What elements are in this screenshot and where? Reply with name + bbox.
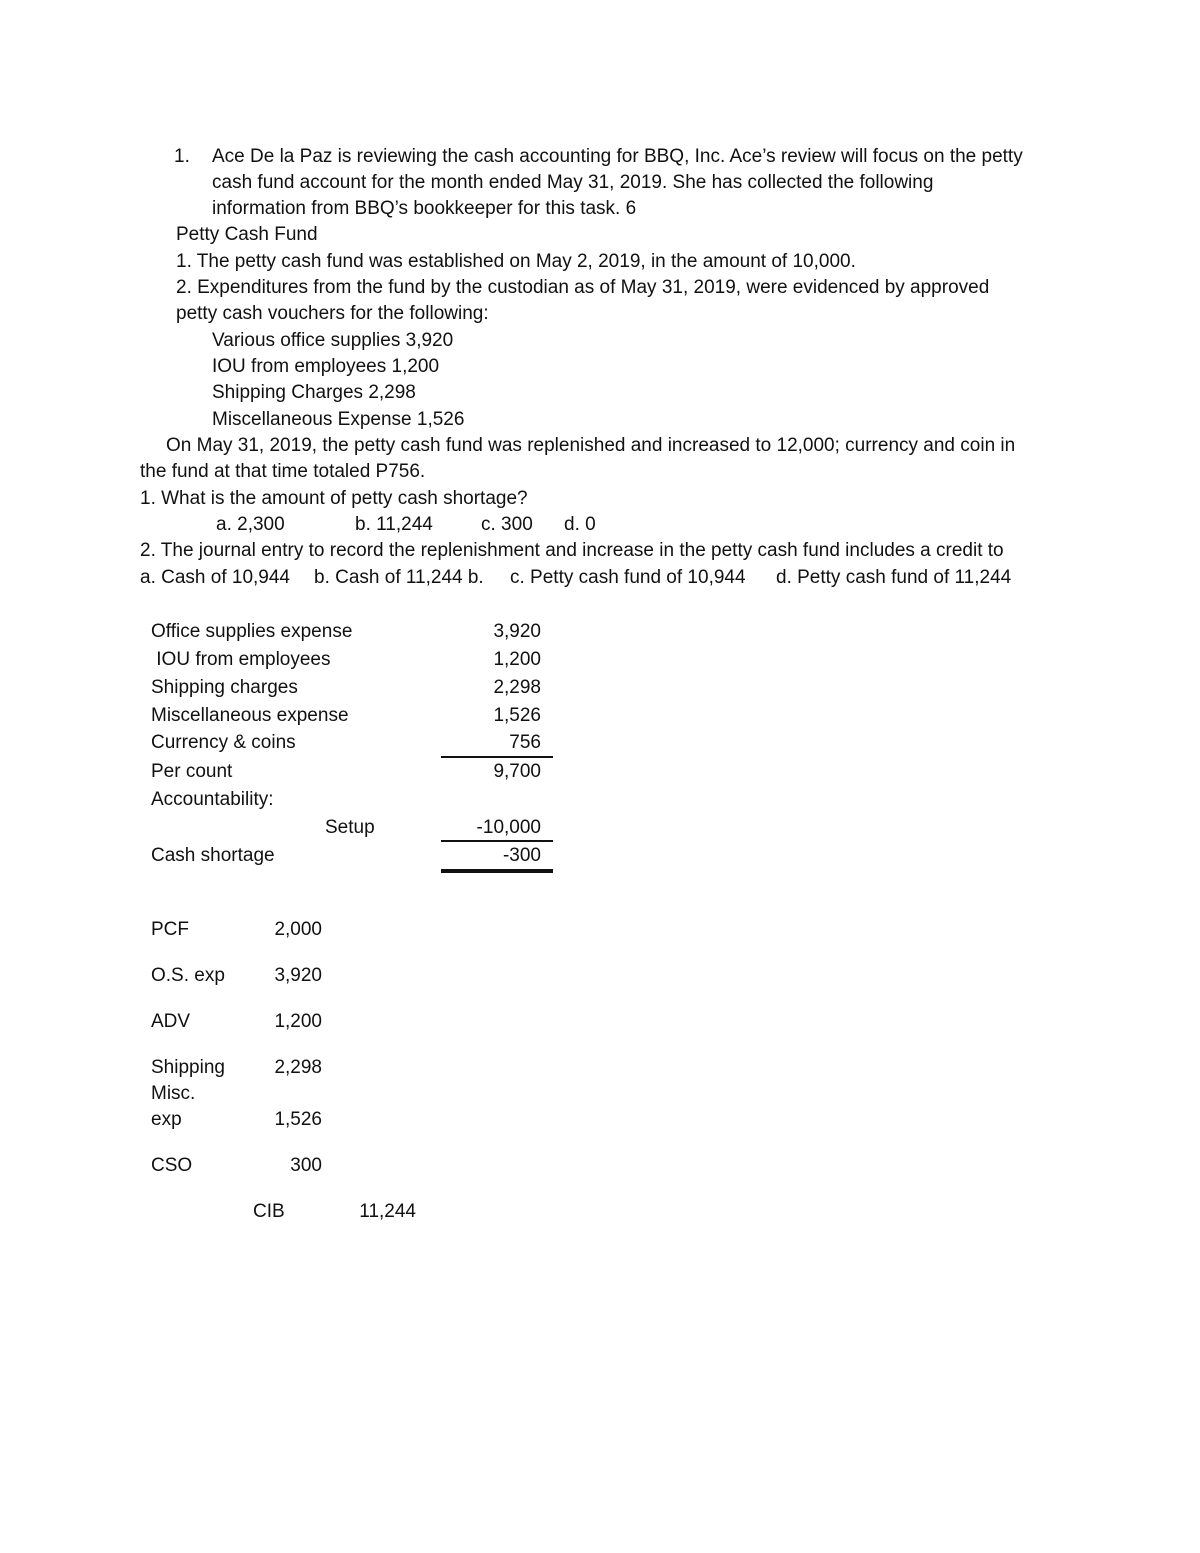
question-1: 1. What is the amount of petty cash shortage? bbox=[140, 488, 528, 509]
q1-choice-b: b. 11,244 bbox=[355, 514, 433, 535]
voucher-item: Various office supplies 3,920 bbox=[212, 330, 454, 351]
journal-debit-amount: 1,200 bbox=[274, 1011, 322, 1032]
q2-choice-d: d. Petty cash fund of 11,244 bbox=[776, 567, 1012, 588]
computation-label: Office supplies expense bbox=[151, 621, 353, 642]
computation-amount: 1,200 bbox=[493, 649, 541, 670]
replenish-line-1: On May 31, 2019, the petty cash fund was replenished and increased to 12,000; currency and coin in bbox=[166, 435, 1016, 456]
problem-number: 1. bbox=[174, 146, 190, 167]
computation-label: Cash shortage bbox=[151, 845, 275, 866]
intro-line-1: Ace De la Paz is reviewing the cash accounting for BBQ, Inc. Ace’s review will focus on the petty bbox=[212, 146, 1023, 167]
journal-debit-account: ADV bbox=[151, 1011, 191, 1032]
journal-debit-amount: 2,298 bbox=[274, 1057, 322, 1078]
q2-choice-a: a. Cash of 10,944 bbox=[140, 567, 290, 588]
computation-amount: 1,526 bbox=[493, 705, 541, 726]
subtotal-rule bbox=[441, 756, 553, 758]
computation-amount: 2,298 bbox=[493, 677, 541, 698]
computation-amount: -10,000 bbox=[476, 817, 541, 838]
q1-choice-c: c. 300 bbox=[481, 514, 533, 535]
computation-amount: 9,700 bbox=[493, 761, 541, 782]
total-double-rule bbox=[441, 869, 553, 873]
computation-amount: -300 bbox=[502, 845, 541, 866]
journal-debit-account: exp bbox=[151, 1109, 182, 1130]
fact-2-line-1: 2. Expenditures from the fund by the custodian as of May 31, 2019, were evidenced by approved bbox=[176, 277, 990, 298]
journal-debit-account: Misc. bbox=[151, 1083, 196, 1104]
journal-credit-amount: 11,244 bbox=[359, 1201, 416, 1222]
subtotal-rule bbox=[441, 840, 553, 842]
computation-label: Shipping charges bbox=[151, 677, 298, 698]
intro-line-2: cash fund account for the month ended May 31, 2019. She has collected the following bbox=[212, 172, 934, 193]
journal-debit-amount: 3,920 bbox=[274, 965, 322, 986]
computation-label: Miscellaneous expense bbox=[151, 705, 349, 726]
q2-choice-b: b. Cash of 11,244 b. bbox=[314, 567, 484, 588]
computation-label: Currency & coins bbox=[151, 732, 296, 753]
computation-amount: 756 bbox=[509, 732, 541, 753]
journal-debit-account: Shipping bbox=[151, 1057, 225, 1078]
replenish-line-2: the fund at that time totaled P756. bbox=[140, 461, 426, 482]
question-2: 2. The journal entry to record the replenishment and increase in the petty cash fund includes a credit to bbox=[140, 540, 1004, 561]
computation-amount: 3,920 bbox=[493, 621, 541, 642]
journal-debit-amount: 2,000 bbox=[274, 919, 322, 940]
voucher-item: Miscellaneous Expense 1,526 bbox=[212, 409, 465, 430]
q1-choice-a: a. 2,300 bbox=[216, 514, 285, 535]
journal-debit-account: PCF bbox=[151, 919, 189, 940]
intro-line-3: information from BBQ’s bookkeeper for this task. 6 bbox=[212, 198, 637, 219]
voucher-item: IOU from employees 1,200 bbox=[212, 356, 440, 377]
section-heading: Petty Cash Fund bbox=[176, 224, 318, 245]
computation-label: Setup bbox=[325, 817, 375, 838]
computation-label: Per count bbox=[151, 761, 233, 782]
computation-label: Accountability: bbox=[151, 789, 274, 810]
voucher-item: Shipping Charges 2,298 bbox=[212, 382, 416, 403]
q2-choice-c: c. Petty cash fund of 10,944 bbox=[510, 567, 746, 588]
journal-debit-account: CSO bbox=[151, 1155, 193, 1176]
journal-debit-amount: 1,526 bbox=[274, 1109, 322, 1130]
computation-label: IOU from employees bbox=[151, 649, 331, 670]
journal-debit-account: O.S. exp bbox=[151, 965, 225, 986]
journal-debit-amount: 300 bbox=[290, 1155, 322, 1176]
fact-1: 1. The petty cash fund was established on May 2, 2019, in the amount of 10,000. bbox=[176, 251, 856, 272]
fact-2-line-2: petty cash vouchers for the following: bbox=[176, 303, 489, 324]
q1-choice-d: d. 0 bbox=[564, 514, 596, 535]
journal-credit-account: CIB bbox=[253, 1201, 285, 1222]
